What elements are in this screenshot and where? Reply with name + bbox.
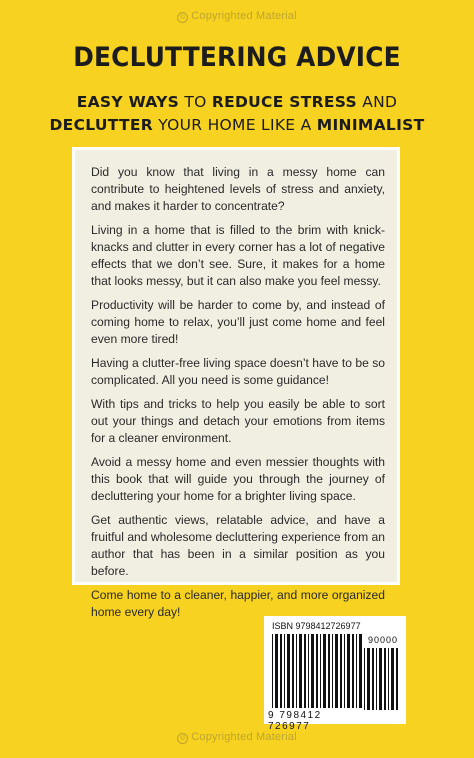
isbn-label: ISBN 9798412726977 [272,621,361,631]
description-paragraph: Productivity will be harder to come by, and instead of coming home to relax, you’ll just come home and feel even more tired! [91,298,385,346]
book-title: DECLUTTERING ADVICE [73,42,401,73]
copyright-watermark-top [0,10,474,23]
subtitle-text: AND [356,93,398,111]
description-paragraph: Living in a home that is filled to the brim with knick-knacks and clutter in every corner has a lot of negative effects that we don’t see. Sure, it makes for a home that looks messy, but it can also make you feel messy. [91,223,385,288]
description-paragraph: Get authentic views, relatable advice, and have a fruitful and wholesome decluttering experience from an author that has been in a similar position as you before. [91,513,385,578]
subtitle-emphasis: EASY WAYS [76,93,180,111]
isbn-barcode [264,616,406,732]
description-box [72,147,400,619]
description-paragraph: Having a clutter-free living space doesn’t have to be so complicated. All you need is some guidance! [91,356,385,387]
description-paragraph: With tips and tricks to help you easily be able to sort out your things and detach your emotions from items for a cleaner environment. [91,397,385,445]
copyright-watermark-bottom [0,731,474,744]
description-paragraph: Come home to a cleaner, happier, and more organized home every day! [91,588,385,619]
description-paragraph: Avoid a messy home and even messier thoughts with this book that will guide you through the journey of decluttering your home for a brighter living space. [91,455,385,503]
description-paragraph: Did you know that living in a messy home can contribute to heightened levels of stress and anxiety, and makes it harder to concentrate? [91,165,385,213]
copyright-icon: © [177,12,188,23]
subtitle-line-2 [0,116,474,134]
subtitle-line-1 [0,93,474,111]
copyright-icon: © [177,733,188,744]
watermark-text: Copyrighted Material [191,731,297,743]
subtitle-emphasis: MINIMALIST [316,116,425,134]
ean-barcode-bars [272,634,364,710]
subtitle-emphasis: REDUCE STRESS [211,93,357,111]
watermark-text: Copyrighted Material [191,10,297,22]
subtitle-text: TO [179,93,212,111]
description-text [91,164,385,628]
price-barcode-bars [364,648,400,710]
subtitle-text: YOUR HOME LIKE A [152,116,317,134]
subtitle-emphasis: DECLUTTER [49,116,153,134]
barcode-digits: 9 798412 726977 [268,710,322,732]
price-code: 90000 [368,635,399,645]
